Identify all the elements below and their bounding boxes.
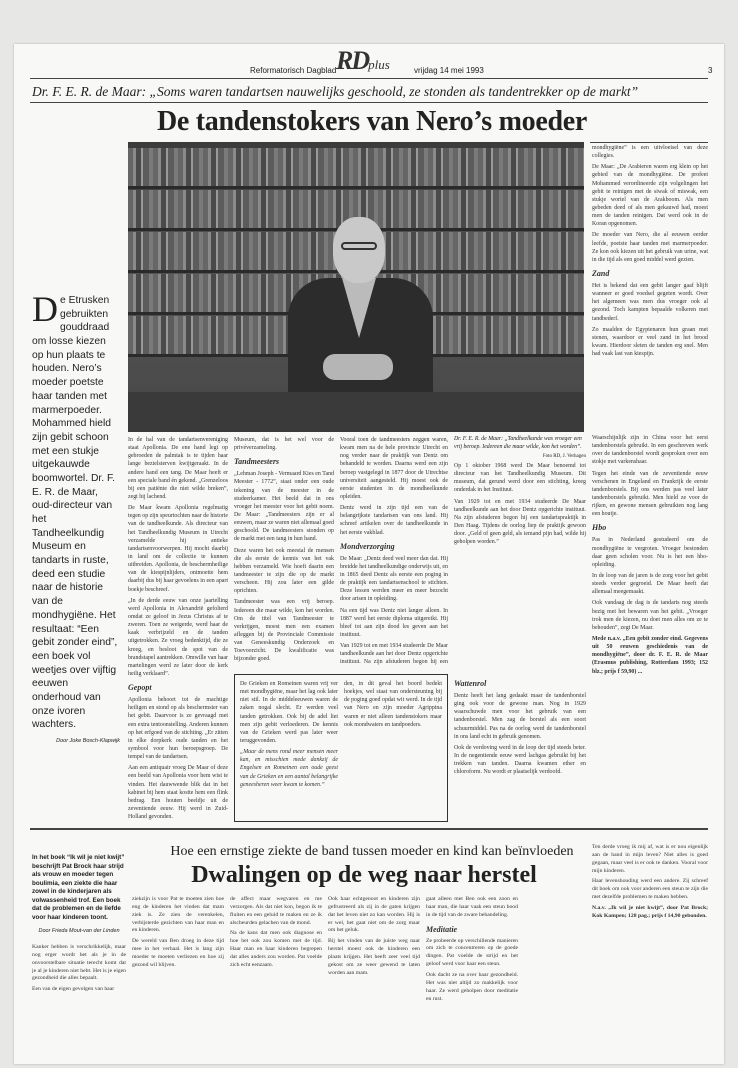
paragraph: Een van de eigen gevolgen van haar [32,986,115,993]
article2-column-3 [230,896,322,1054]
caption-text: Dr. F. E. R. de Maar: „Tandheelkunde was vroeger een vrij beroep. Iedereen die maar wilde, kon het worden”. [454,436,582,450]
drop-cap: D [32,289,58,329]
issue-date: vrijdag 14 mei 1993 [414,66,484,75]
subheading: Mondverzorging [340,541,395,551]
paragraph: mondhygiëne” is een uitvloeisel van deze collegies. [592,145,708,160]
paragraph: De moeder van Nero, die al eeuwen eerder leefde, poetste haar tanden met marmerpoeder. Ze kon ook kiezen uit het gebruik van urine, wat in die tijd als een goed middel werd gezien. [592,232,708,263]
glasses-icon [341,242,377,250]
article-overline: Dr. F. E. R. de Maar: „Soms waren tandartsen nauwelijks geschoold, ze stonden als tandentrekker op de markt” [32,84,639,99]
body-column-1 [128,436,228,822]
paragraph: Haar levenshouding werd een andere. Zij schreef dit boek om ook voor anderen een steun te zijn die met dezelfde problemen te maken hebben. [592,878,708,901]
right-column-bottom [592,434,708,822]
body-column-2 [234,436,334,668]
masthead-logo [336,46,390,76]
byline: Door Joke Bosch-Klapwijk [56,738,120,744]
paragraph: In de hal van de tandartsenvereniging staat Apollonia. De ene hand legt op gebroeden de palmtak is te tijden haar lange bezielsterven kwijtgeraakt. In de andere hand een tang. De Maar heeft er een speciale band én gekend. „Grenzeloos bij een patiënte die niet wilde breken”, zegt hij lachend. [128,437,228,500]
portrait-photo [128,142,584,432]
paragraph: Aan een antiquair vroeg De Maar of deze een beeld van Apollonia voor hem wist te vinden. Het dauwwende blik dat in het kabinet bij hem staat kostte hem een flink bedrag. Een houten beeldje uit de zeventiende eeuw. Hij werd in Zuid-Holland gevonden. [128,765,228,821]
newspaper-page [14,44,724,1064]
article2-subheadline: Hoe een ernstige ziekte de band tussen moeder en kind kan beïnvloeden [170,844,574,859]
paragraph: Het is bekend dat een gebit langer gaaf blijft wanneer er goed voedsel gegeten wordt. Over het algemeen was men dus vroeger ook al gezond. Toch kampten bepaalde volkeren met tandbederf. [592,283,708,322]
man-head [333,217,385,283]
overline-rule [30,102,708,103]
paragraph: Waarschijnlijk zijn in China voor het eerst tandenborstels gebruikt. In een geschreven werk over de tandenborstel wordt gesproken over een stokje met varkenshaar. [592,435,708,466]
paragraph: Tegen het einde van de zeventiende eeuw verschenen in Engeland en Frankrijk de eerste tandenborstels. Bij ons werden pas veel later tandenborstels gebruikt. Men hield ze voor de rijken, en gewone mensen gebruikten nog lang een houtje. [592,470,708,518]
paragraph: De wereld van Ben droeg in deze tijd mee in het verhaal. Het is lang zijn moeder te moeten verliezen en hoe zij gezond wil blijven. [132,938,224,968]
paragraph: ziekzijn is voor Pat te moeten zien hoe eng de kinderen het vinden dat mam ziek is. Ze zien de verenkelen, verbijsterde gezichten van haar man en en kinderen. [132,896,224,934]
paragraph: gaat alleen met Ben ook een zoon en haar man, die haar vaak een steun bood in de tijd van de zware behandeling. [426,896,518,918]
paragraph: De Maar: „De Arabieren waren erg klein op het gebied van de mondhygiëne. De profeet Mohammed verordineerde zijn volgelingen het gebit te reinigen met de siwak of miswak, een stukje wortel van de Arakboom. Als men gebeden deed of als men gekauwd had, moest men de tanden reinigen. Dat werd ook in de Koran opgenomen. [592,164,708,228]
article2-column-6 [592,844,708,1054]
paragraph: Zo maalden de Egyptenaren hun graan met stenen, waardoor er veel zand in het brood kwam. Hierdoor sleten de tanden erg snel. Men had vaak last van kiespijn. [592,326,708,358]
paragraph: Na een tijd was Dentz niet langer alleen. In 1887 werd het eerste diploma uitgereikt. Hij bleef tot aan zijn dood les geven aan het instituut. [340,607,448,638]
subheading: Zand [592,268,610,278]
paragraph: De Maar: „Dentz deed veel meer dan dat. Hij breidde het tandheelkundige onderwijs uit, en in 1865 deed Dentz als eerste een poging in de praktijk een tandartsenschool te stichten. Deze lessen werden meer en meer bezocht door artsen in opleiding. [340,555,448,603]
paragraph: Apollonia behoort tot de machtige heiligen en stond op als beschermster van het gebit. Daarvoor is ze gevraagd met een extra tentoonstelling. Anderen kunnen op het erfgoed van de stichting. „Er zitten in elke dorpkerk oude tanden en het symbool voor hun beroepsgroep. De tempel van de tandartsen. [128,697,228,761]
bookshelf-row [128,148,584,186]
section-divider [30,828,708,830]
subheading: Gepopt [128,683,152,693]
paragraph: De Maar kwam Apollonia regelmatig tegen op zijn speurtochten naar de historie van de tandheelkunde. Als directeur van het Tandheelkundig Museum in Utrecht verzamelde hij antieke tandartsenvoorwerpen. Hij mocht daarbij in land om de collectie te kunnen uitbreiden. Apollonia, de beschermheilige van de kiespijnlijders, ontmoette hem daarbij dus bij haar gevoelens in een apart boekje beschreef. [128,505,228,593]
paragraph: Dentz heeft het lang gedaakt maar de tandenborstel ging ook voor de gewone man. Nog in 1929 waarschuwde men voor het gebruik van een tandenborstel. Men zag de borstel als een soort schuurmiddel. Pas na de oorlog werd de tandenborstel in ons land echt in gebruik genomen. [454,693,586,740]
subheading: Wattenrol [454,679,487,688]
article2-column-5 [426,896,518,1054]
paragraph: Op 1 oktober 1968 werd De Maar benoemd tot directeur van het Tandheelkundig Museum. Dit museum, dat gerund werd door een stichting, kreeg onderdak in het Instituut. [454,463,586,494]
body-column-5 [454,674,586,822]
subheading: Tandmeesters [234,457,280,467]
right-column-top [592,144,708,428]
paragraph: Ook de verdoving werd in de loop der tijd steeds beter. In de negentiende eeuw werd lachgas gebruikt bij het trekken van tanden. Daarna kwamen ether en chloroform. Nu wordt er plaatselijk verdoofd. [454,744,586,776]
paragraph: Deze waren het ook meestal de mensen die als eerste de kennis van het vak hebben verzameld. Wie hoeft daarin een tandmeester te zijn die op de markt verscheen. Hij zou later een gilde oprichten. [234,547,334,595]
body-column-3 [340,436,448,668]
box-quote: „Maar de mens rond meer mensen meer kan, en misschien mede dankzij de Engelsen en Romeinen een oude geest van de Grieken en een aantal belangrijke geneesheren weer kwam te komen.” [240,749,338,788]
book-info: Mede n.a.v. „Een gebit zonder eind. Gegevens uit 50 eeuwen geschiedenis van de mondhygiëne”, door dr. F. E. R. de Maar (Erasmus publishing, Rotterdam 1993; 152 blz.; prijs f 59,90) ... [592,635,708,675]
subheading: Hbo [592,523,607,533]
article2-column-2 [132,896,224,1054]
paragraph: Pas in Nederland gestudeerd om de mondhygiëne te vergroten. Vroeger bestonden daar geen scholen voor. Nu is het een hbo-opleiding. [592,537,708,568]
article-headline: De tandenstokers van Nero’s moeder [157,106,587,137]
paragraph: den, in dit geval het boord bedekt hoekjes, wel staat van ondersteuning bij de poging goed opdat wit werd. In de tijd van Nero en zijn moeder Agrippina waren er niet alleen tandenstokers maar ook mondwaters en tandpoeders. [344,681,442,728]
paragraph: Van 1929 tot en met 1934 studeerde De Maar tandheelkunde aan het door Dentz opgerichte instituut. Na zijn afstuderen begon hij een [340,643,448,666]
paragraph: „Lehman Joseph - Vermaard Kies en Tand Meester - 1772”, staat onder een oude tekening van de meester in de studeerkamer. Het beeld dat in ons vroeger het meester voor het gebit noem. De Maar: „Tandmeesters zijn er al eeuwen, maar ze waren niet allemaal goed geschoold. De tandmeesters stonden op de markt met een tang in hun hand. [234,471,334,543]
newspaper-name: Reformatorisch Dagblad [250,66,337,75]
subheading: Meditatie [426,924,458,934]
box-right [344,680,442,732]
paragraph: Kanker hebben is verschrikkelijk, maar nog erger wordt het als je in de onvoorstelbare situatie terecht komt dat je al je kinderen niet hebt. Het is je eigen gezondheid die alles bepaalt. [32,944,126,982]
box-left [240,680,338,792]
column-rule [590,142,708,143]
intro-text: e Etrusken gebruikten gouddraad om losse kiezen op hun plaats te houden. Nero’s moeder poetste haar tanden met marmerpoeder. Mohammed hield zijn gebit schoon met een stukje uitgekauwde boomwortel. Dr. F. E. R. de Maar, oud-directeur van het Tandheelkundig Museum en tandarts in ruste, deed een studie naar de historie van de mondhygiëne. Het resultaat: “Een gebit zonder eind”, een boek vol weetjes over vijftig eeuwen onderhoud van onze ivoren wachters. [32,295,118,731]
desk [128,392,584,432]
article2-column-4 [328,896,420,1054]
paragraph: de affect maar wegvaren en me verzorgen. Als dat niet kon, begon ik te fluiten en een geluid te maken en ze ik alscheurden gelachen van de mond. [230,896,322,926]
paragraph: In de loop van de jaren is de zorg voor het gebit steeds verder gegroeid. De Maar heeft dat allemaal meegemaakt. [592,573,708,596]
paragraph: „In de derde eeuw van onze jaartelling werd Apollonia in Alexandrië gefolterd omdat ze geloof in Jezus Christus af te zweren. Toen ze weigerde, werd haar de kaak verbrijzeld en de tanden uitgetrokken. Ze vroeg bedenktijd, die ze kreeg, en besloot de spot van de brandstapel aantrekken. Omwille van haar martelingen werd ze later door de kerk heilig verklaard”. [128,597,228,677]
article2-column-1 [32,944,126,1054]
article-intro [32,289,120,745]
photo-credit: Foto RD, J. Verhagen [542,453,586,459]
paragraph: Van 1929 tot en met 1934 studeerde De Maar tandheelkunde aan het door Dentz opgerichte instituut. Na zijn afstuderen begon hij een tandartspraktijk in Den Haag. Tijdens de oorlog liep de praktijk gewoon door. „Geld of geen geld, als iemand pijn had, wilde hij geholpen worden.” [454,498,586,546]
logo-suffix: plus [368,57,390,72]
page-number: 3 [708,66,713,75]
paragraph: Ook haar echtgenoot en kinderen zijn gefrustreerd als zij in de gaten krijgen dat het leven niet zo kan worden. Hij is er wel, het gaat niet om de zorg maar om het geluk. [328,896,420,934]
body-column-4 [454,462,586,668]
paragraph: De Grieken en Romeinen waren vrij ver met mondhygiëne, maar het lag ook later niet stil. In de middeleeuwen waren de zaken nogal slecht. Er werden veel tanden getrokken. Ook bij de adel liet men zijn gebit verloederen. De kennis van de Grieken werd pas later weer teruggevonden. [240,681,338,744]
paragraph: Bij het vinden van de juiste weg naar herstel moest ook de kinderen een plaats krijgen. Het heeft zeer veel tijd gekost om ze weer gewend te laten worden aan mam. [328,938,420,976]
folded-hands [323,354,393,380]
header-rule [30,78,708,79]
article2-intro: In het boek “Ik wil je niet kwijt” beschrijft Pat Brock haar strijd als vrouw en moeder tegen boulimia, een ziekte die haar zowel in de kinderjaren als volwassenheid trof. Een boek dat de problemen en de liefde voor haar kinderen toont. [32,854,125,921]
paragraph: Museum, dat is het wel voor de privéverzameling. [234,437,334,452]
inset-box [234,674,448,822]
paragraph: Tandmeester was een vrij beroep. Iedereen die maar wilde, kon het worden. Om de titel van Tandmeester te verkrijgen, moest men een examen afleggen bij de Provinciale Commissie van Geneeskundig Onderzoek en Toevoorzicht. De kwalificatie was bijzonder goed. [234,599,334,663]
photo-caption [454,436,586,460]
article2-headline: Dwalingen op de weg naar herstel [191,862,537,888]
shelf-board [128,186,584,189]
paragraph [234,667,334,668]
paragraph: Ten derde vroeg ik mij af, wat is er nou eigenlijk aan de hand in mijn leven? Niet alles is goed gegaan, maar veel is er ook te danken. Vooral voor mijn kinderen. [592,844,708,874]
paragraph: Ook dacht ze na over haar gezondheid. Het was niet altijd zo makkelijk voor haar. Ze werd geholpen door meditatie en rust. [426,972,518,1002]
book-info: N.a.v. „Ik wil je niet kwijt”, door Pat Brock; Kok Kampen; 128 pag.; prijs f 14,90 gebonden. [592,905,708,919]
paragraph: Ook vandaag de dag is de tandarts nog steeds bezig met het bewaren van het gebit. „Vroeger trok men de kiezen, nu doet men alles om ze te behouden”, zegt De Maar. [592,600,708,631]
logo-text: RD [336,46,369,75]
paragraph: Vooral toen de tandmeesters zeggen waren, kwam men na de hele provincie Utrecht en nog verder naar de praktijk van Dentz om behandeld te worden. Daarna werd een zijn beroep vastgelegd in 1877 door de Utrechtse universiteit aangesteld. Hij moest ook de eerste studenten in de mondheelkunde opleiden. [340,437,448,500]
paragraph: Ze probeerde op verschillende manieren om zich te concentreren op de goede dingen. Pat voelde de strijd en het geloof werd voor haar een steun. [426,937,518,968]
article2-byline: Door Frieda Mout-van der Linden [38,928,120,934]
paragraph: Na de kans dat men ook diagnose en hoe het ook zou komen met de tijd. Haar man en haar kinderen begrepen dat alles anders zou worden. Pat voelde zich echt eenzaam. [230,930,322,968]
paragraph: Dentz werd in zijn tijd een van de belangrijkste tandartsen van ons land. Hij schreef artikelen over de tandheelkunde in het eerste vakblad. [340,505,448,536]
